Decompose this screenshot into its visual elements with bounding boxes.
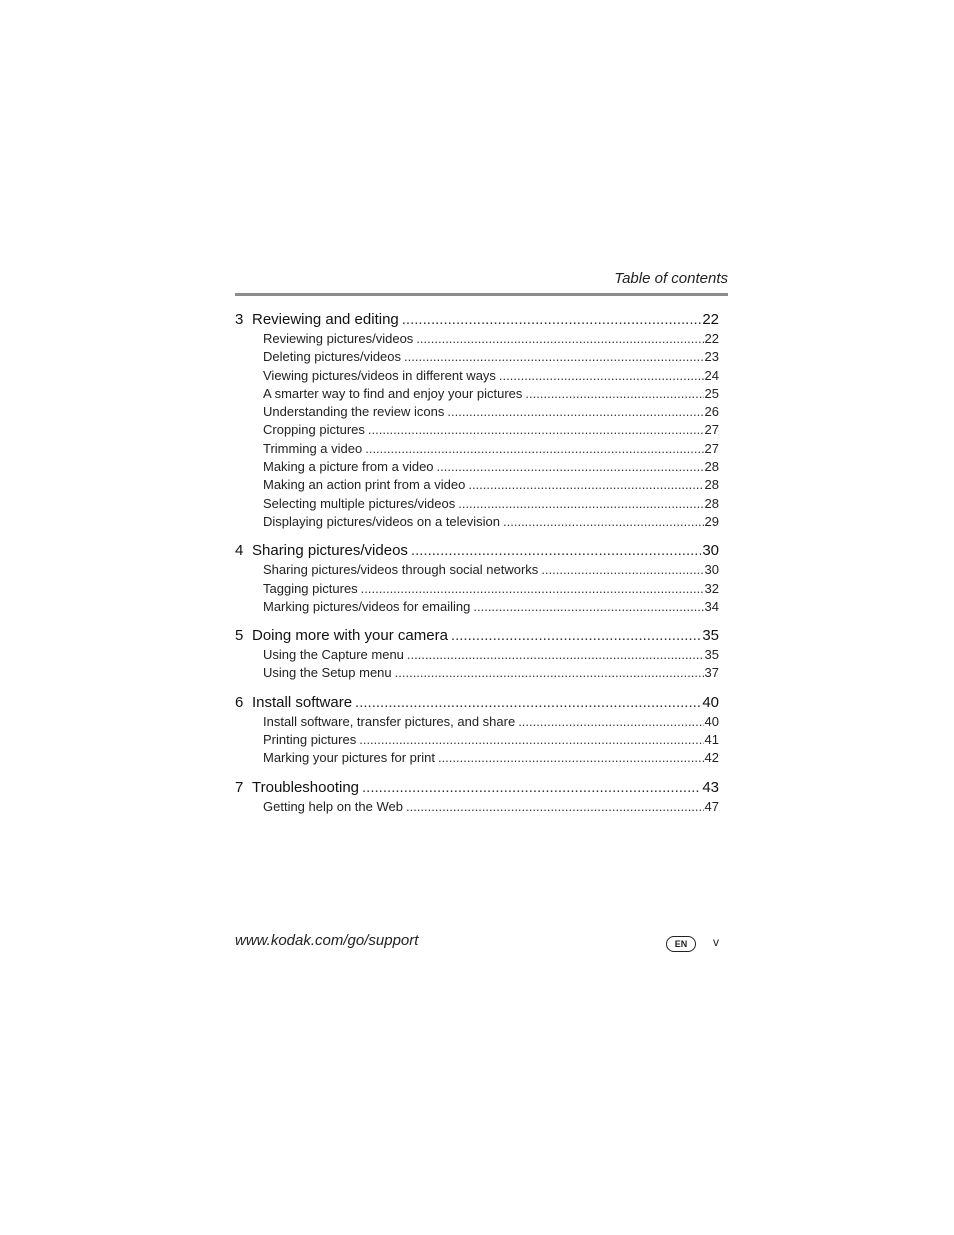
chapter-number: 3 <box>235 311 244 328</box>
section-title: Cropping pictures <box>263 422 365 438</box>
dot-leader <box>473 599 703 614</box>
toc-chapter-entry[interactable] <box>235 542 719 562</box>
toc-chapter-entry[interactable] <box>235 779 719 799</box>
section-title: Deleting pictures/videos <box>263 349 402 365</box>
section-title: Tagging pictures <box>263 580 358 596</box>
toc-section-entry[interactable] <box>235 799 719 817</box>
toc-section-entry[interactable] <box>235 599 719 617</box>
section-page-number: 35 <box>704 647 719 663</box>
section-title: Getting help on the Web <box>263 798 403 814</box>
dot-leader <box>447 404 703 419</box>
toc-section-entry[interactable] <box>235 459 719 477</box>
section-page-number: 27 <box>704 440 719 456</box>
dot-leader <box>361 581 704 596</box>
toc-section-entry[interactable] <box>235 732 719 750</box>
dot-leader <box>499 368 704 383</box>
toc-section-entry[interactable] <box>235 665 719 683</box>
dot-leader <box>362 779 701 796</box>
toc-section-entry[interactable] <box>235 714 719 732</box>
section-page-number: 37 <box>704 665 719 681</box>
section-page-number: 47 <box>704 798 719 814</box>
toc-section-entry[interactable] <box>235 750 719 768</box>
chapter-page-number: 22 <box>702 311 719 328</box>
table-of-contents <box>235 311 719 827</box>
dot-leader <box>404 349 704 364</box>
toc-chapter-entry[interactable] <box>235 627 719 647</box>
chapter-page-number: 40 <box>702 693 719 711</box>
dot-leader <box>365 441 703 456</box>
toc-section-entry[interactable] <box>235 331 719 349</box>
dot-leader <box>437 459 704 474</box>
toc-chapter <box>235 694 719 769</box>
chapter-title: Sharing pictures/videos <box>252 542 408 560</box>
section-title: Viewing pictures/videos in different ways <box>263 367 496 383</box>
section-title: Making a picture from a video <box>263 459 434 475</box>
chapter-page-number: 35 <box>702 627 719 645</box>
dot-leader <box>355 694 701 711</box>
toc-section-entry[interactable] <box>235 581 719 599</box>
section-page-number: 28 <box>704 495 719 511</box>
chapter-title: Install software <box>252 693 353 711</box>
toc-chapter <box>235 542 719 617</box>
dot-leader <box>402 311 702 328</box>
chapter-page-number: 43 <box>702 778 719 796</box>
section-page-number: 24 <box>704 367 719 383</box>
section-title: A smarter way to find and enjoy your pictures <box>263 385 523 401</box>
language-badge: EN <box>666 936 696 952</box>
toc-section-entry[interactable] <box>235 441 719 459</box>
toc-chapter <box>235 627 719 684</box>
section-title: Marking pictures/videos for emailing <box>263 598 471 614</box>
dot-leader <box>368 422 704 437</box>
toc-section-entry[interactable] <box>235 477 719 495</box>
chapter-number: 6 <box>235 693 244 711</box>
toc-section-entry[interactable] <box>235 404 719 422</box>
dot-leader <box>458 496 703 511</box>
chapter-page-number: 30 <box>702 542 719 560</box>
dot-leader <box>411 542 701 559</box>
section-title: Understanding the review icons <box>263 404 445 420</box>
dot-leader <box>518 714 703 729</box>
section-title: Trimming a video <box>263 440 363 456</box>
toc-section-entry[interactable] <box>235 647 719 665</box>
toc-chapter-entry[interactable] <box>235 311 719 331</box>
section-title: Using the Setup menu <box>263 665 392 681</box>
footer-support-url: www.kodak.com/go/support <box>235 932 419 949</box>
section-title: Making an action print from a video <box>263 477 466 493</box>
dot-leader <box>407 647 704 662</box>
section-page-number: 34 <box>704 598 719 614</box>
page-number: v <box>713 935 719 949</box>
section-page-number: 28 <box>704 477 719 493</box>
chapter-title: Reviewing and editing <box>252 311 399 328</box>
toc-section-entry[interactable] <box>235 386 719 404</box>
dot-leader <box>468 477 703 492</box>
section-page-number: 25 <box>704 385 719 401</box>
section-title: Reviewing pictures/videos <box>263 331 414 346</box>
toc-section-entry[interactable] <box>235 514 719 532</box>
dot-leader <box>503 514 704 529</box>
section-page-number: 42 <box>704 750 719 766</box>
toc-section-entry[interactable] <box>235 562 719 580</box>
section-title: Sharing pictures/videos through social networks <box>263 562 539 578</box>
running-header-title: Table of contents <box>614 270 728 287</box>
section-title: Displaying pictures/videos on a television <box>263 513 501 529</box>
section-page-number: 28 <box>704 459 719 475</box>
toc-chapter <box>235 311 719 532</box>
chapter-title: Doing more with your camera <box>252 627 448 645</box>
toc-section-entry[interactable] <box>235 496 719 514</box>
dot-leader <box>359 732 703 747</box>
chapter-number: 5 <box>235 627 244 645</box>
dot-leader <box>451 627 701 644</box>
section-page-number: 40 <box>704 713 719 729</box>
dot-leader <box>438 750 704 765</box>
section-page-number: 22 <box>704 331 719 346</box>
section-title: Printing pictures <box>263 732 357 748</box>
section-page-number: 32 <box>704 580 719 596</box>
section-page-number: 30 <box>704 562 719 578</box>
dot-leader <box>541 562 703 577</box>
dot-leader <box>395 665 704 680</box>
toc-chapter-entry[interactable] <box>235 694 719 714</box>
section-page-number: 23 <box>704 349 719 365</box>
dot-leader <box>406 799 704 814</box>
dot-leader <box>525 386 703 401</box>
chapter-title: Troubleshooting <box>252 778 360 796</box>
section-page-number: 29 <box>704 513 719 529</box>
section-title: Selecting multiple pictures/videos <box>263 495 456 511</box>
toc-chapter <box>235 779 719 817</box>
section-title: Marking your pictures for print <box>263 750 435 766</box>
section-title: Install software, transfer pictures, and share <box>263 713 516 729</box>
section-title: Using the Capture menu <box>263 647 404 663</box>
toc-section-entry[interactable] <box>235 349 719 367</box>
chapter-number: 7 <box>235 778 244 796</box>
header-rule <box>235 293 728 296</box>
section-page-number: 26 <box>704 404 719 420</box>
dot-leader <box>416 331 703 346</box>
section-page-number: 41 <box>704 732 719 748</box>
toc-section-entry[interactable] <box>235 368 719 386</box>
chapter-number: 4 <box>235 542 244 560</box>
section-page-number: 27 <box>704 422 719 438</box>
toc-section-entry[interactable] <box>235 422 719 440</box>
